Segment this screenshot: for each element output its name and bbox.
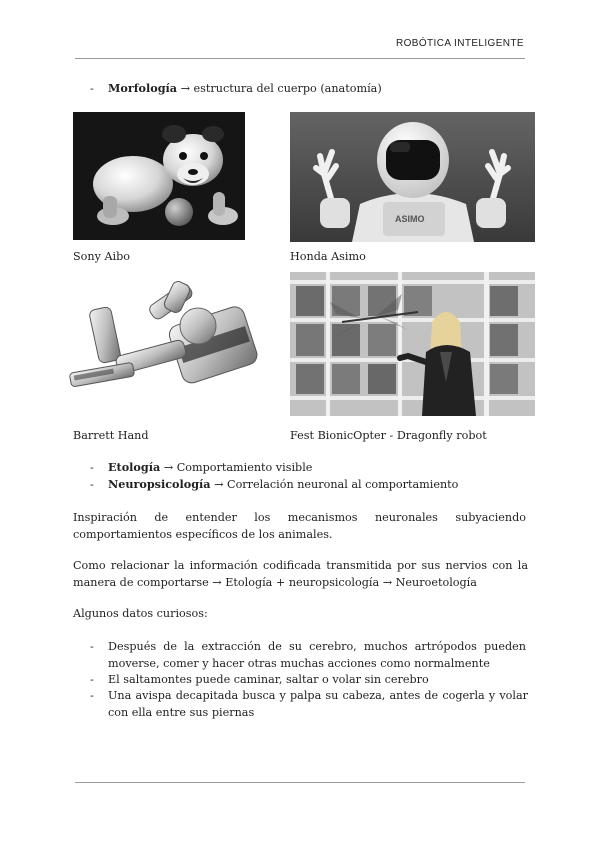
bullet-dash: - bbox=[90, 689, 94, 702]
neuropsicologia-bullet bbox=[108, 476, 458, 493]
arrow: → bbox=[180, 82, 190, 95]
paragraph-relation: Como relacionar la información codificada transmitida por sus nervios con la manera de comportarse → Etología + neuropsicología → Neuroetología bbox=[73, 559, 528, 589]
etologia-term: Etología bbox=[108, 460, 161, 474]
arrow: → bbox=[214, 478, 224, 491]
caption-bionicopter: Fest BionicOpter - Dragonfly robot bbox=[290, 429, 487, 442]
neuropsicologia-text: Correlación neuronal al comportamiento bbox=[223, 478, 459, 491]
bullet-dash: - bbox=[90, 461, 94, 474]
bullet-dash: - bbox=[90, 478, 94, 491]
aibo-illustration bbox=[73, 112, 245, 240]
etologia-text: Comportamiento visible bbox=[173, 461, 313, 474]
morphology-bullet bbox=[108, 80, 382, 97]
curious-item: Después de la extracción de su cerebro, muchos artrópodos pueden moverse, comer y hacer otras muchas acciones como normalmente bbox=[108, 640, 526, 670]
honda-asimo-photo bbox=[290, 112, 535, 242]
sony-aibo-photo bbox=[73, 112, 245, 240]
barrett-hand-illustration bbox=[60, 278, 260, 400]
bullet-dash: - bbox=[90, 673, 94, 686]
morphology-text: estructura del cuerpo (anatomía) bbox=[190, 82, 382, 95]
curious-item: Una avispa decapitada busca y palpa su cabeza, antes de cogerla y volar con ella entre sus piernas bbox=[108, 689, 528, 719]
paragraph-inspiration: Inspiración de entender los mecanismos neuronales subyaciendo comportamientos específicos de los animales. bbox=[73, 511, 526, 541]
running-header: ROBÓTICA INTELIGENTE bbox=[395, 38, 524, 49]
arrow: → bbox=[163, 461, 174, 474]
bionicopter-photo bbox=[290, 272, 535, 416]
neuropsicologia-term: Neuropsicología bbox=[108, 477, 211, 491]
header-rule bbox=[75, 58, 525, 59]
caption-honda-asimo: Honda Asimo bbox=[290, 250, 366, 263]
etologia-bullet bbox=[108, 459, 312, 476]
asimo-illustration bbox=[290, 112, 535, 242]
curious-item: El saltamontes puede caminar, saltar o volar sin cerebro bbox=[108, 673, 429, 686]
asimo-logo-text: ASIMO bbox=[395, 214, 425, 224]
bullet-dash: - bbox=[90, 82, 94, 95]
caption-barrett-hand: Barrett Hand bbox=[73, 429, 149, 442]
footer-rule bbox=[75, 782, 525, 783]
caption-sony-aibo: Sony Aibo bbox=[73, 250, 131, 263]
bionicopter-illustration bbox=[290, 272, 535, 416]
bullet-dash: - bbox=[90, 640, 94, 653]
morphology-term: Morfología bbox=[108, 81, 178, 95]
barrett-hand-photo bbox=[60, 278, 260, 400]
curious-heading: Algunos datos curiosos: bbox=[73, 607, 208, 620]
